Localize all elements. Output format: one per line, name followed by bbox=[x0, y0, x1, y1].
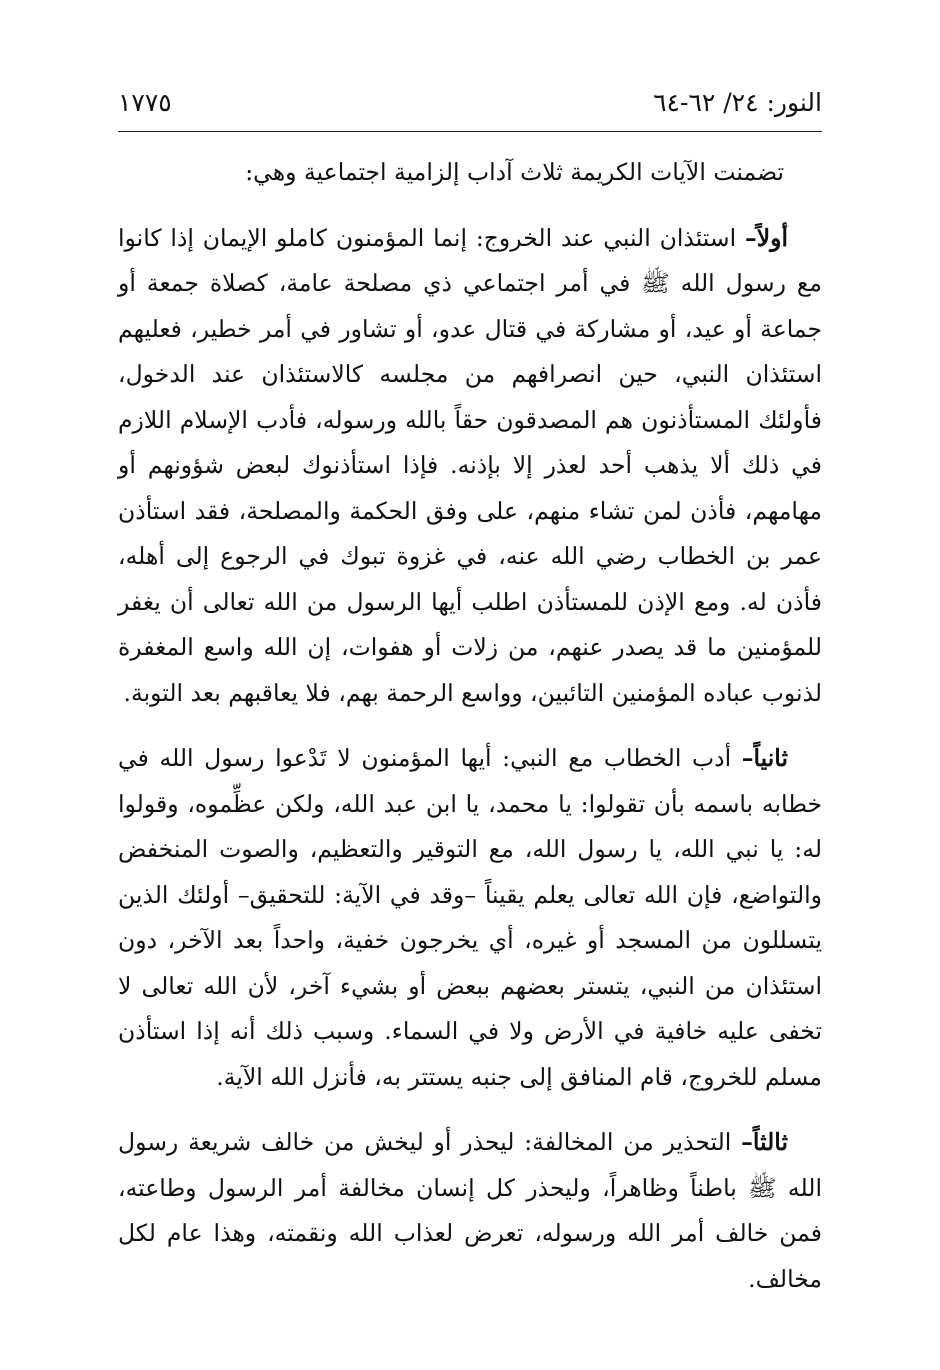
section-text: التحذير من المخالفة: ليحذر أو ليخش من خالف شريعة رسول الله ﷺ باطناً وظاهراً، وليحذر كل إنسان مخالفة أمر الرسول وطاعته، فمن خالف أمر الله ورسوله، تعرض لعذاب الله ونقمته، وهذا عام لكل مخالف. bbox=[118, 1128, 822, 1293]
page-number: ١٧٧٥ bbox=[118, 88, 172, 117]
header-divider bbox=[118, 131, 822, 132]
section-paragraph-first bbox=[118, 216, 822, 717]
section-heading: أولاً– bbox=[744, 223, 788, 252]
body-text bbox=[118, 150, 822, 1322]
section-heading: ثالثاً– bbox=[741, 1128, 788, 1156]
intro-paragraph: تضمنت الآيات الكريمة ثلاث آداب إلزامية اجتماعية وهي: bbox=[245, 158, 784, 186]
section-text: أدب الخطاب مع النبي: أيها المؤمنون لا تَدْعوا رسول الله في خطابه باسمه بأن تقولوا: يا محمد، يا ابن عبد الله، ولكن عظِّموه، وقولوا له: يا نبي الله، يا رسول الله، مع التوقير والتعظيم، والصوت المنخفض والتواضع، فإن الله تعالى يعلم يقيناً –وقد في الآية: للتحقيق– أولئك الذين يتسللون من المسجد أو غيره، أي يخرجون خفية، واحداً بعد الآخر، دون استئذان من النبي، يتستر بعضهم ببعض أو بشيء آخر، لأن الله تعالى لا تخفى عليه خافية في الأرض ولا في السماء. وسبب ذلك أنه إذا استأذن مسلم للخروج، قام المنافق إلى جنبه يستتر به، فأنزل الله الآية. bbox=[118, 744, 822, 1091]
section-text: استئذان النبي عند الخروج: إنما المؤمنون كاملو الإيمان إذا كانوا مع رسول الله ﷺ في أمر اجتماعي ذي مصلحة عامة، كصلاة جمعة أو جماعة أو عيد، أو مشاركة في قتال عدو، أو تشاور في أمر خطير، فعليهم استئذان النبي، حين انصرافهم من مجلسه كالاستئذان عند الدخول، فأولئك المستأذنون هم المصدقون حقاً بالله ورسوله، فأدب الإسلام اللازم في ذلك ألا يذهب أحد لعذر إلا بإذنه. فإذا استأذنوك لبعض شؤونهم أو مهامهم، فأذن لمن تشاء منهم، على وفق الحكمة والمصلحة، فقد استأذن عمر بن الخطاب رضي الله عنه، في غزوة تبوك في الرجوع إلى أهله، فأذن له. ومع الإذن للمستأذن اطلب أيها الرسول من الله تعالى أن يغفر للمؤمنين ما قد يصدر عنهم، من زلات أو هفوات، إن الله واسع المغفرة لذنوب عباده المؤمنين التائبين، وواسع الرحمة بهم، فلا يعاقبهم بعد التوبة. bbox=[118, 223, 822, 707]
section-paragraph-second bbox=[118, 736, 822, 1100]
surah-reference: النور: ٢٤/ ٦٢-٦٤ bbox=[653, 88, 822, 117]
section-paragraph-third bbox=[118, 1120, 822, 1302]
running-header bbox=[118, 88, 822, 128]
section-heading: ثانياً– bbox=[741, 744, 788, 772]
